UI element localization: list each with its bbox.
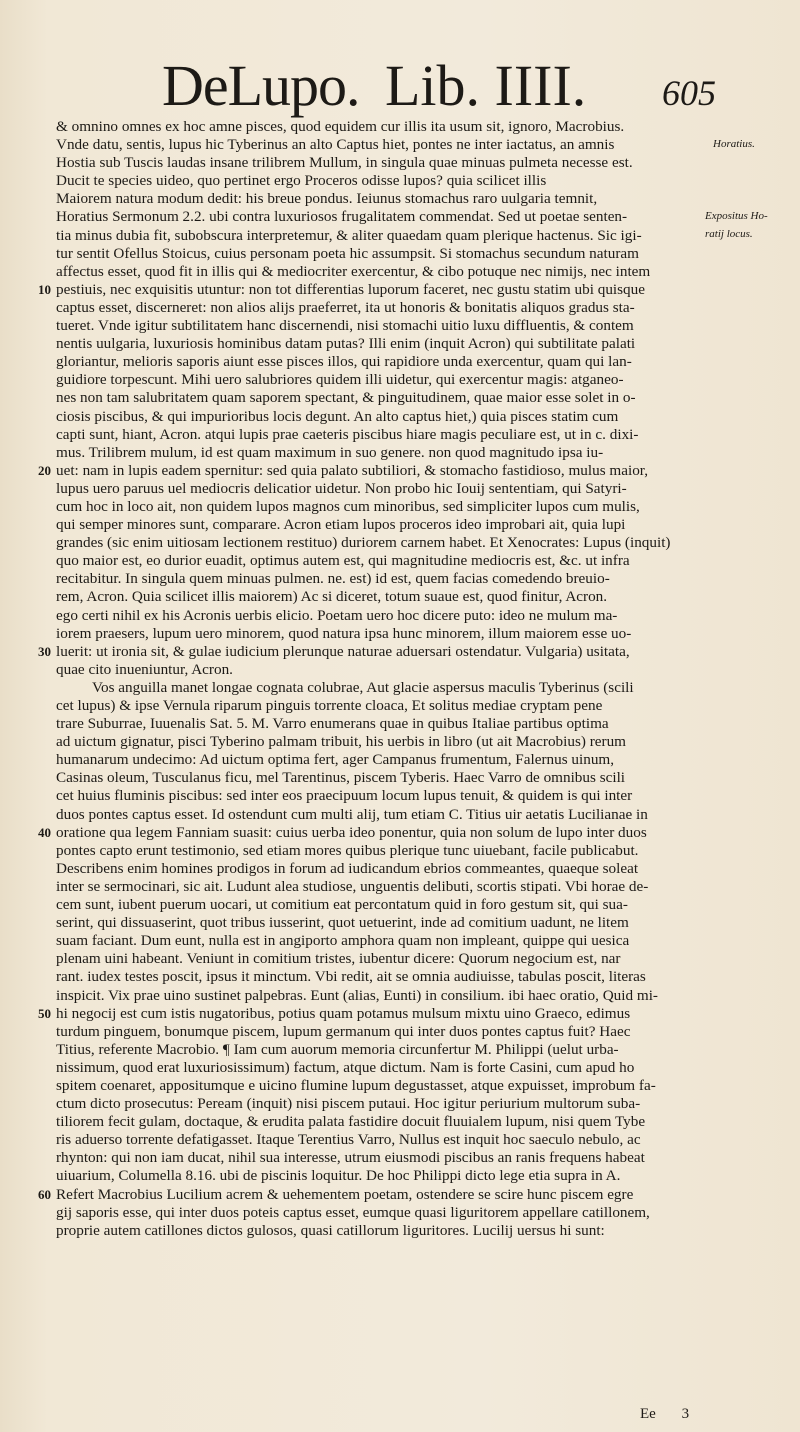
text-line xyxy=(56,932,708,950)
text-line: 40 oratione qua legem Fanniam suasit: cuius uerba ideo ponentur, quia non solum de lupo inter duos xyxy=(38,823,647,841)
text-line xyxy=(56,154,708,172)
text-line xyxy=(56,552,708,570)
text-line xyxy=(56,860,708,878)
line-text: ris aduerso torrente defatigasset. Itaque Terentius Varro, Nullus est inquit hoc saeculo nebulo, ac xyxy=(56,1131,641,1149)
line-text: nes non tam salubritatem quam saporem spectant, & pinguitudinem, quae maior esse solet in o- xyxy=(56,389,636,407)
line-text: rem, Acron. Quia scilicet illis maiorem) Ac si diceret, totum suaue est, quod finitur, Acron. xyxy=(56,588,608,606)
line-text: cum hoc in loco ait, non quidem lupos magnos cum minoribus, sed simpliciter lupos cum mulis, xyxy=(56,497,640,515)
line-text: Maiorem natura modum dedit: his breue pondus. Ieiunus stomachus raro uulgaria temnit, xyxy=(56,190,598,208)
text-line: 60 Refert Macrobius Lucilium acrem & uehementem poetam, ostendere se scire hunc piscem egre xyxy=(38,1185,634,1203)
text-line xyxy=(56,625,708,643)
text-line xyxy=(56,679,708,697)
text-line xyxy=(56,353,708,371)
text-line xyxy=(56,426,708,444)
line-text: ego certi nihil ex his Acronis uerbis elicio. Poetam uero hoc dicere puto: ideo ne mulum ma- xyxy=(56,606,618,624)
text-line xyxy=(56,661,708,679)
text-line xyxy=(56,1167,708,1185)
text-line xyxy=(56,968,708,986)
line-text: ad uictum gignatur, pisci Tyberino palmam tribuit, his uerbis in libro (ut ait Macrobius) rerum xyxy=(56,733,626,751)
line-text: Titius, referente Macrobio. ¶ Iam cum auorum memoria circunfertur M. Philippi (uelut urba- xyxy=(56,1040,619,1058)
body-text xyxy=(38,118,708,1240)
text-line xyxy=(56,1041,708,1059)
margin-note: Horatius. xyxy=(713,138,755,150)
line-text: oratione qua legem Fanniam suasit: cuius uerba ideo ponentur, quia non solum de lupo inter duos xyxy=(56,823,647,841)
line-text: pestiuis, nec exquisitis utuntur: non tot differentias luporum faceret, nec gustu statim ubi quisque xyxy=(56,280,645,298)
text-line xyxy=(56,715,708,733)
line-text: trare Suburrae, Iuuenalis Sat. 5. M. Varro enumerans quae in quibus Italiae partibus optima xyxy=(56,715,609,733)
line-text: serint, qui dissuaserint, quot tribus iusserint, quot uetuerint, inde ad comitium uadunt, ne litem xyxy=(56,914,629,932)
signature-mark: Ee xyxy=(640,1406,656,1422)
line-text: Casinas oleum, Tusculanus ficu, mel Tarentinus, piscem Tyberis. Haec Varro de omnibus scili xyxy=(56,769,626,787)
line-text: captus esset, discerneret: non alios alijs praeferret, ita ut honoris & bonitatis aliquos gradus sta- xyxy=(56,298,635,316)
text-line xyxy=(56,299,708,317)
line-text: Vos anguilla manet longae cognata colubrae, Aut glacie aspersus maculis Tyberinus (scili xyxy=(92,678,634,696)
margin-note: ratij locus. xyxy=(705,228,753,240)
text-line xyxy=(56,136,708,154)
text-line xyxy=(56,751,708,769)
line-text: nentis uulgaria, luxuriosis hominibus datam putas? Illi enim (inquit Acron) qui subtilitate palati xyxy=(56,335,636,353)
text-line xyxy=(56,172,708,190)
text-line xyxy=(56,1113,708,1131)
text-line xyxy=(56,498,708,516)
text-line xyxy=(56,842,708,860)
text-line xyxy=(56,1077,708,1095)
text-line xyxy=(56,806,708,824)
line-text: Vnde datu, sentis, lupus hic Tyberinus an alto Captus hiet, pontes ne inter iactatus, an amnis xyxy=(56,136,615,154)
text-line xyxy=(56,408,708,426)
line-text: Refert Macrobius Lucilium acrem & uehementem poetam, ostendere se scire hunc piscem egre xyxy=(56,1185,634,1203)
line-text: cet lupus) & ipse Vernula riparum pinguis torrente cloaca, Et solitus mediae cryptam pene xyxy=(56,697,603,714)
line-text: luerit: ut ironia sit, & gulae iudicium plerunque naturae aduersari ostendatur. Vulgaria) usitata, xyxy=(56,642,630,660)
line-text: qui semper minores sunt, comparare. Acron etiam lupos proceros ideo improbari ait, quia lupi xyxy=(56,516,626,534)
line-text: tueret. Vnde igitur subtilitatem hanc discernendi, nisi stomachi uitio luxu diffluentis, & contem xyxy=(56,317,634,335)
line-text: rhynton: qui non iam ducat, nihil sua interesse, utrum eiusmodi piscibus an ranis frequens habeat xyxy=(56,1149,645,1167)
line-text: recitabitur. In singula quem minuas pulmen. ne. est) id est, quem facias comedendo breuio- xyxy=(56,570,610,588)
text-line xyxy=(56,534,708,552)
margin-note: Expositus Ho- xyxy=(705,210,768,222)
text-line xyxy=(56,227,708,245)
text-line xyxy=(56,950,708,968)
text-line xyxy=(56,263,708,281)
text-line xyxy=(56,245,708,263)
text-line xyxy=(56,371,708,389)
text-line xyxy=(56,896,708,914)
text-line: 50 hi negocij est cum istis nugatoribus, potius quam potamus mulsum mixtu uino Graeco, edimus xyxy=(38,1004,631,1022)
text-line: 10 pestiuis, nec exquisitis utuntur: non tot differentias luporum faceret, nec gustu statim ubi quisque xyxy=(38,280,645,298)
line-text: uiuarium, Columella 8.16. ubi de piscinis loquitur. De hoc Philippi dicto lege etia supra in A. xyxy=(56,1167,621,1185)
line-text: plenam uini habeant. Veniunt in comitium tristes, iubentur dicere: Quorum negocium est, nar xyxy=(56,950,621,968)
line-text: gloriantur, melioris saporis aiunt esse pisces illos, qui rapidiore unda exercentur, quam qui lan- xyxy=(56,353,632,371)
line-text: proprie autem catillones dictos gulosos, quasi catillorum liguritores. Lucilij uersus hi sunt: xyxy=(56,1221,605,1239)
line-text: duos pontes captus esset. Id ostendunt cum multi alij, tum etiam C. Titius uir aetatis Lucilianae in xyxy=(56,805,648,823)
text-line xyxy=(56,697,708,715)
running-header xyxy=(0,52,800,122)
line-text: lupus uero paruus uel mediocris delicatior uidetur. Non probo hic Iouij sententiam, qui Satyri- xyxy=(56,479,627,497)
text-line xyxy=(56,1149,708,1167)
signature-number: 3 xyxy=(681,1406,690,1422)
line-text: quae cito inueniuntur, Acron. xyxy=(56,660,233,678)
text-line xyxy=(56,1222,708,1240)
text-line xyxy=(56,733,708,751)
header-title-left: DeLupo. xyxy=(162,53,360,118)
text-line xyxy=(56,1059,708,1077)
line-text: capti sunt, hiant, Acron. atqui lupis prae caeteris piscibus hiare magis peculiare est, ut in c. dixi- xyxy=(56,425,639,443)
text-line xyxy=(56,190,708,208)
line-text: spitem coenaret, appositumque e uicino flumine lupum degustasset, atque expuisset, improbum fa- xyxy=(56,1076,656,1094)
line-text: turdum pinguem, bonumque piscem, lupum germanum qui inter duos pontes captus fuit? Haec xyxy=(56,1022,631,1040)
line-text: tia minus dubia fit, subobscura interpretemur, & aliter quaedam quam plerique hactenus. Sic igi- xyxy=(56,226,642,244)
line-text: rant. iudex testes poscit, ipsus it minctum. Vbi redit, ait se omnia audiuisse, tabulas poscit, literas xyxy=(56,968,646,986)
line-text: inspicit. Vix prae uino sustinet palpebras. Eunt (alias, Eunti) in consilium. ibi haec oratio, Quid mi- xyxy=(56,986,658,1004)
text-line xyxy=(56,1023,708,1041)
text-line xyxy=(56,607,708,625)
line-text: cem sunt, iubent puerum uocari, ut comitium eat percontatum quid in foro gestum sit, qui sua- xyxy=(56,896,628,914)
text-line xyxy=(56,1095,708,1113)
line-text: Ducit te species uideo, quo pertinet ergo Proceros odisse lupos? quia scilicet illis xyxy=(56,172,547,190)
text-line xyxy=(56,389,708,407)
text-line: 20 uet: nam in lupis eadem spernitur: sed quia palato subtiliori, & stomacho fastidioso, mulus maior, xyxy=(38,461,649,479)
line-text: affectus esset, quod fit in illis qui & mediocriter exercentur, & cibo potuque nec nimijs, nec intem xyxy=(56,262,651,280)
line-text: quo maior est, eo durior euadit, optimus autem est, qui magnitudine mediocris est, &c. ut infra xyxy=(56,552,630,570)
text-line xyxy=(56,118,708,136)
text-line xyxy=(56,787,708,805)
line-text: pontes capto erunt testimonio, sed etiam mores quibus plerique tunc uiuebant, facile publicabut. xyxy=(56,841,639,859)
text-line xyxy=(56,1204,708,1222)
line-text: humanarum undecimo: Ad uictum optima fert, ager Campanus frumentum, Falernus uinum, xyxy=(56,751,615,769)
text-line xyxy=(56,208,708,226)
text-line xyxy=(56,914,708,932)
text-line xyxy=(56,335,708,353)
page-number: 605 xyxy=(662,73,716,113)
page-footer xyxy=(640,1406,711,1423)
text-line xyxy=(56,1131,708,1149)
line-text: inter se sermocinari, sic ait. Ludunt alea studiose, unguentis delibuti, scortis stipati. Vbi horae de- xyxy=(56,877,649,895)
text-line xyxy=(56,516,708,534)
line-text: & omnino omnes ex hoc amne pisces, quod equidem cur illis ita usum sit, ignoro, Macrobius. xyxy=(56,118,625,135)
text-line xyxy=(56,317,708,335)
line-text: suam faciant. Dum eunt, nulla est in angiporto amphora quam non impleant, quippe qui uesica xyxy=(56,932,630,950)
text-line: 30 luerit: ut ironia sit, & gulae iudicium plerunque naturae aduersari ostendatur. Vulgaria) usitata, xyxy=(38,642,630,660)
text-line xyxy=(56,769,708,787)
line-text: ciosis piscibus, & qui impurioribus locis degunt. An alto captus hiet,) quia pisces statim cum xyxy=(56,407,619,425)
text-line xyxy=(56,480,708,498)
line-text: Describens enim homines prodigos in forum ad iudicandum ebrios commeantes, quaeque soleat xyxy=(56,859,639,877)
text-line xyxy=(56,588,708,606)
line-text: Hostia sub Tuscis laudas insane trilibrem Mullum, in singula quae minuas pulmeta necesse est. xyxy=(56,154,633,172)
text-line xyxy=(56,444,708,462)
line-text: guidiore torpescunt. Mihi uero salubriores quidem illi uidetur, qui exercentur magis: atganeo- xyxy=(56,371,624,389)
text-line xyxy=(56,987,708,1005)
header-title-book: Lib. IIII. xyxy=(385,53,587,118)
line-text: Horatius Sermonum 2.2. ubi contra luxuriosos frugalitatem commendat. Sed ut poetae senten- xyxy=(56,208,628,226)
line-text: uet: nam in lupis eadem spernitur: sed quia palato subtiliori, & stomacho fastidioso, mulus maior, xyxy=(56,461,649,479)
text-line xyxy=(56,570,708,588)
line-text: grandes (sic enim uitiosam lectionem restituo) duriorem carnem habet. Et Xenocrates: Lupus (inquit) xyxy=(56,534,671,552)
line-text: cet huius fluminis piscibus: sed inter eos praecipuum locum lupus tenuit, & quidem is qui inter xyxy=(56,787,633,805)
line-text: tur sentit Ofellus Stoicus, cuius personam poeta hic assumpsit. Si stomachus secundum naturam xyxy=(56,244,639,262)
line-text: tiliorem fecit gulam, doctaque, & erudita palata fastidire docuit fluuialem lupum, nisi quem Tybe xyxy=(56,1113,646,1131)
line-text: nissimum, quod erat luxuriosissimum) factum, atque dictum. Nam is forte Casini, cum apud ho xyxy=(56,1058,635,1076)
text-line xyxy=(56,878,708,896)
line-text: iorem praesers, lupum uero minorem, quod natura ipsa hunc minorem, illum maiorem esse uo- xyxy=(56,624,632,642)
line-text: mus. Trilibrem mulum, id est quam maximum in suo genere. non quod magnitudo ipsa iu- xyxy=(56,443,604,461)
line-text: ctum dicto prosecutus: Peream (inquit) nisi piscem putaui. Hoc igitur periurium multorum suba- xyxy=(56,1095,641,1113)
line-text: hi negocij est cum istis nugatoribus, potius quam potamus mulsum mixtu uino Graeco, edimus xyxy=(56,1004,631,1022)
line-text: gij saporis esse, qui inter duos poteis captus esset, eumque quasi liguritorem appellare catillonem, xyxy=(56,1203,650,1221)
